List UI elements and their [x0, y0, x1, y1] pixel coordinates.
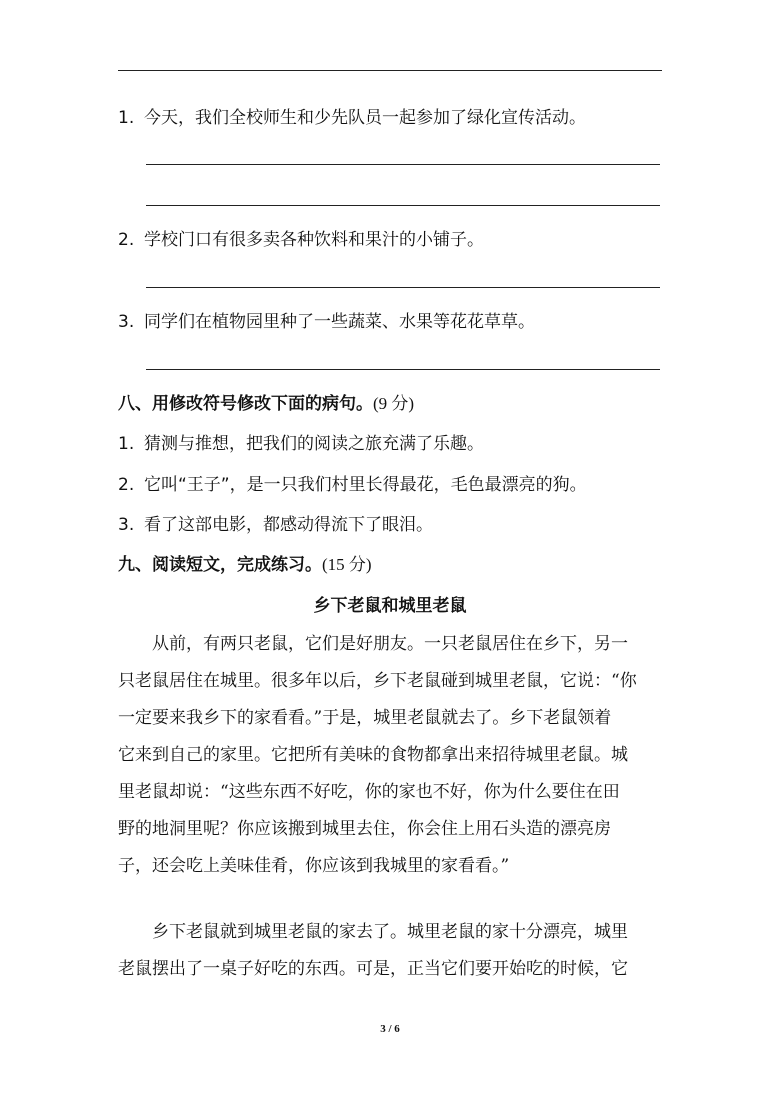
- story-line: 子，还会吃上美味佳肴，你应该到我城里的家看看。”: [118, 856, 510, 876]
- answer-line: [146, 205, 660, 206]
- sick-sentence-1: [118, 432, 484, 456]
- item-number: 3.: [118, 515, 135, 535]
- item-number: 2.: [118, 230, 135, 250]
- story-line: 乡下老鼠就到城里老鼠的家去了。城里老鼠的家十分漂亮，城里: [152, 922, 628, 942]
- sick-sentence-3: [118, 513, 433, 537]
- story-line: 从前，有两只老鼠，它们是好朋友。一只老鼠居住在乡下，另一: [152, 634, 628, 654]
- answer-line: [146, 369, 660, 370]
- section-heading-text: 八、用修改符号修改下面的病句。: [118, 394, 373, 414]
- story-paragraph-2: [118, 914, 666, 988]
- story-line: 只老鼠居住在城里。很多年以后，乡下老鼠碰到城里老鼠，它说：“你: [118, 671, 637, 691]
- story-line: 老鼠摆出了一桌子好吃的东西。可是，正当它们要开始吃的时候，它: [118, 959, 628, 979]
- item-text: 看了这部电影，都感动得流下了眼泪。: [144, 515, 433, 535]
- item-text: 它叫“王子”，是一只我们村里长得最花，毛色最漂亮的狗。: [144, 475, 587, 495]
- story-line: 里老鼠却说：“这些东西不好吃，你的家也不好，你为什么要住在田: [118, 782, 620, 802]
- story-title: 乡下老鼠和城里老鼠: [313, 596, 467, 616]
- item-number: 1.: [118, 108, 135, 128]
- item-text: 今天，我们全校师生和少先队员一起参加了绿化宣传活动。: [144, 108, 586, 128]
- item-number: 2.: [118, 475, 135, 495]
- story-line: 一定要来我乡下的家看看。”于是，城里老鼠就去了。乡下老鼠领着: [118, 708, 612, 728]
- answer-line: [146, 287, 660, 288]
- item-text: 学校门口有很多卖各种饮料和果汁的小铺子。: [144, 230, 484, 250]
- section-9-heading: [118, 553, 372, 577]
- story-line: 它来到自己的家里。它把所有美味的食物都拿出来招待城里老鼠。城: [118, 745, 628, 765]
- page-number: 3 / 6: [380, 1023, 400, 1035]
- story-paragraph-1: [118, 626, 666, 885]
- section-score: (9 分): [373, 394, 415, 413]
- item-text: 同学们在植物园里种了一些蔬菜、水果等花花草草。: [144, 312, 535, 332]
- sick-sentence-2: [118, 473, 587, 497]
- sentence-item-2: [118, 228, 484, 252]
- sentence-item-1: [118, 106, 586, 130]
- sentence-item-3: [118, 310, 535, 334]
- item-text: 猜测与推想，把我们的阅读之旅充满了乐趣。: [144, 434, 484, 454]
- answer-line: [146, 164, 660, 165]
- section-score: (15 分): [322, 555, 372, 574]
- story-line: 野的地洞里呢？你应该搬到城里去住，你会住上用石头造的漂亮房: [118, 819, 611, 839]
- section-heading-text: 九、阅读短文，完成练习。: [118, 555, 322, 575]
- item-number: 1.: [118, 434, 135, 454]
- section-8-heading: [118, 392, 414, 416]
- answer-line: [118, 70, 662, 71]
- item-number: 3.: [118, 312, 135, 332]
